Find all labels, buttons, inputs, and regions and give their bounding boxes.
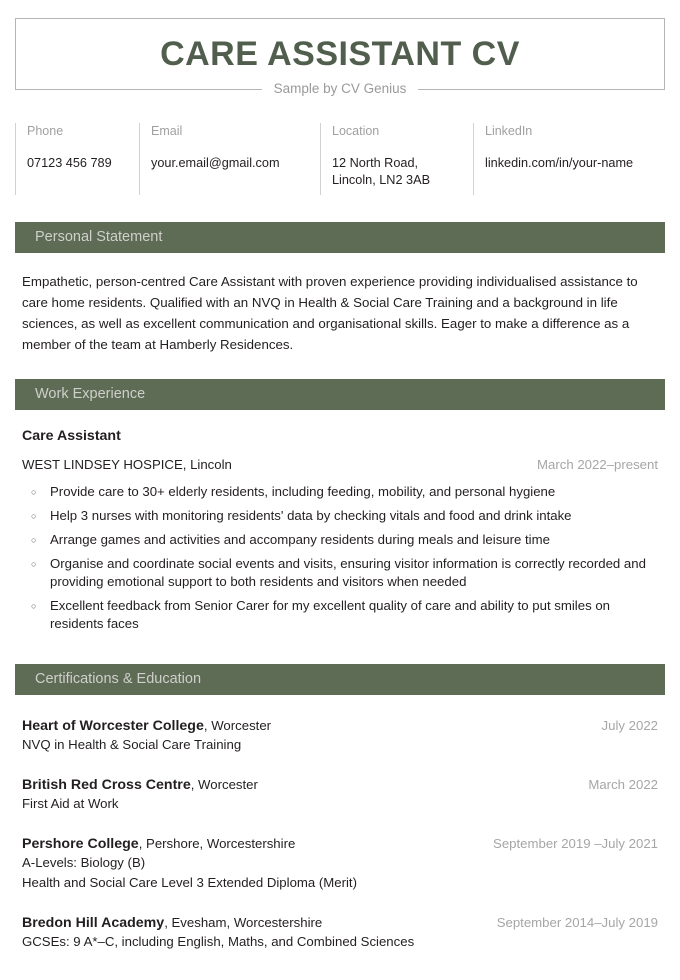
contact-field-linkedin	[473, 123, 665, 195]
education-entry-head	[22, 836, 658, 852]
work-experience-entry	[15, 429, 665, 633]
cv-title-block	[15, 18, 665, 96]
job-date: March 2022–present	[537, 457, 658, 473]
bullet-circle-icon: ○	[31, 601, 37, 612]
cv-page	[0, 18, 680, 980]
education-entry	[22, 836, 658, 892]
contact-value-linkedin[interactable]: linkedin.com/in/your-name	[485, 156, 634, 170]
education-date: September 2014–July 2019	[496, 915, 658, 931]
list-item	[22, 555, 658, 591]
bullet-text: Organise and coordinate social events and visits, ensuring visitor information is correctly recorded and providing emotional support to both residents and visitors when needed	[50, 556, 646, 590]
education-location: , Worcester	[203, 718, 272, 734]
education-school: British Red Cross Centre	[22, 777, 191, 794]
personal-statement-body: Empathetic, person-centred Care Assistant with proven experience providing individualised assistance to care home residents. Qualified with an NVQ in Health & Social Care Training and a background in life sciences, as well as excellent communication and organisational skills. Eager to make a difference as a member of the team at Hamberly Residences.	[22, 274, 638, 352]
education-detail: Health and Social Care Level 3 Extended Diploma (Merit)	[22, 875, 357, 891]
sample-byline: Sample by CV Genius	[262, 79, 419, 99]
education-school-line	[22, 718, 271, 734]
bullet-text: Excellent feedback from Senior Carer for my excellent quality of care and ability to put smiles on residents faces	[50, 598, 610, 632]
contact-field-location	[320, 123, 473, 195]
education-school: Pershore College	[22, 836, 139, 853]
section-title-work-experience: Work Experience	[35, 386, 146, 403]
education-school: Heart of Worcester College	[22, 718, 204, 735]
education-school-line	[22, 915, 322, 931]
education-entry	[22, 915, 658, 951]
education-date: July 2022	[601, 718, 658, 734]
section-header-personal-statement	[15, 222, 665, 253]
bullet-text: Provide care to 30+ elderly residents, including feeding, mobility, and personal hygiene	[50, 484, 556, 500]
bullet-circle-icon: ○	[31, 535, 37, 546]
education-school-line	[22, 777, 258, 793]
education-detail: First Aid at Work	[22, 796, 119, 812]
list-item	[22, 507, 658, 525]
job-bullet-list	[22, 483, 658, 633]
list-item	[22, 483, 658, 501]
education-entry-head	[22, 915, 658, 931]
bullet-text: Help 3 nurses with monitoring residents' data by checking vitals and food and drink intake	[50, 508, 572, 524]
sample-byline-rule	[16, 79, 664, 99]
bullet-text: Arrange games and activities and accompany residents during meals and leisure time	[50, 532, 550, 548]
education-detail: GCSEs: 9 A*–C, including English, Maths, and Combined Sciences	[22, 934, 415, 950]
education-entry	[22, 718, 658, 754]
contact-label-phone: Phone	[27, 124, 64, 138]
section-header-certifications-education	[15, 664, 665, 695]
contact-field-phone	[15, 123, 139, 195]
bullet-circle-icon: ○	[31, 559, 37, 570]
contact-value-phone: 07123 456 789	[27, 156, 112, 170]
contact-value-email[interactable]: your.email@gmail.com	[151, 156, 280, 170]
education-entry-head	[22, 718, 658, 734]
education-school-line	[22, 836, 295, 852]
bullet-circle-icon: ○	[31, 487, 37, 498]
education-date: March 2022	[588, 777, 658, 793]
education-location: , Evesham, Worcestershire	[164, 915, 323, 931]
contact-field-email	[139, 123, 320, 195]
contact-label-email: Email	[151, 124, 183, 138]
page-title: CARE ASSISTANT CV	[160, 35, 520, 73]
contact-label-linkedin: LinkedIn	[485, 124, 533, 138]
job-company: WEST LINDSEY HOSPICE, Lincoln	[22, 457, 232, 473]
list-item	[22, 531, 658, 549]
section-title-personal-statement: Personal Statement	[35, 229, 163, 246]
list-item	[22, 597, 658, 633]
section-header-work-experience	[15, 379, 665, 410]
contact-value-location: 12 North Road, Lincoln, LN2 3AB	[332, 156, 431, 187]
education-detail: A-Levels: Biology (B)	[22, 855, 146, 871]
education-location: , Worcester	[190, 777, 258, 793]
contact-label-location: Location	[332, 124, 380, 138]
education-location: , Pershore, Worcestershire	[138, 836, 296, 852]
education-list	[15, 718, 665, 951]
education-date: September 2019 –July 2021	[493, 836, 658, 852]
education-entry-head	[22, 777, 658, 793]
section-title-certifications-education: Certifications & Education	[35, 671, 202, 688]
bullet-circle-icon: ○	[31, 511, 37, 522]
education-entry	[22, 777, 658, 813]
education-school: Bredon Hill Academy	[22, 915, 165, 932]
job-meta	[22, 457, 658, 472]
job-title: Care Assistant	[22, 428, 121, 444]
contact-row	[15, 123, 665, 195]
education-detail: NVQ in Health & Social Care Training	[22, 737, 242, 753]
